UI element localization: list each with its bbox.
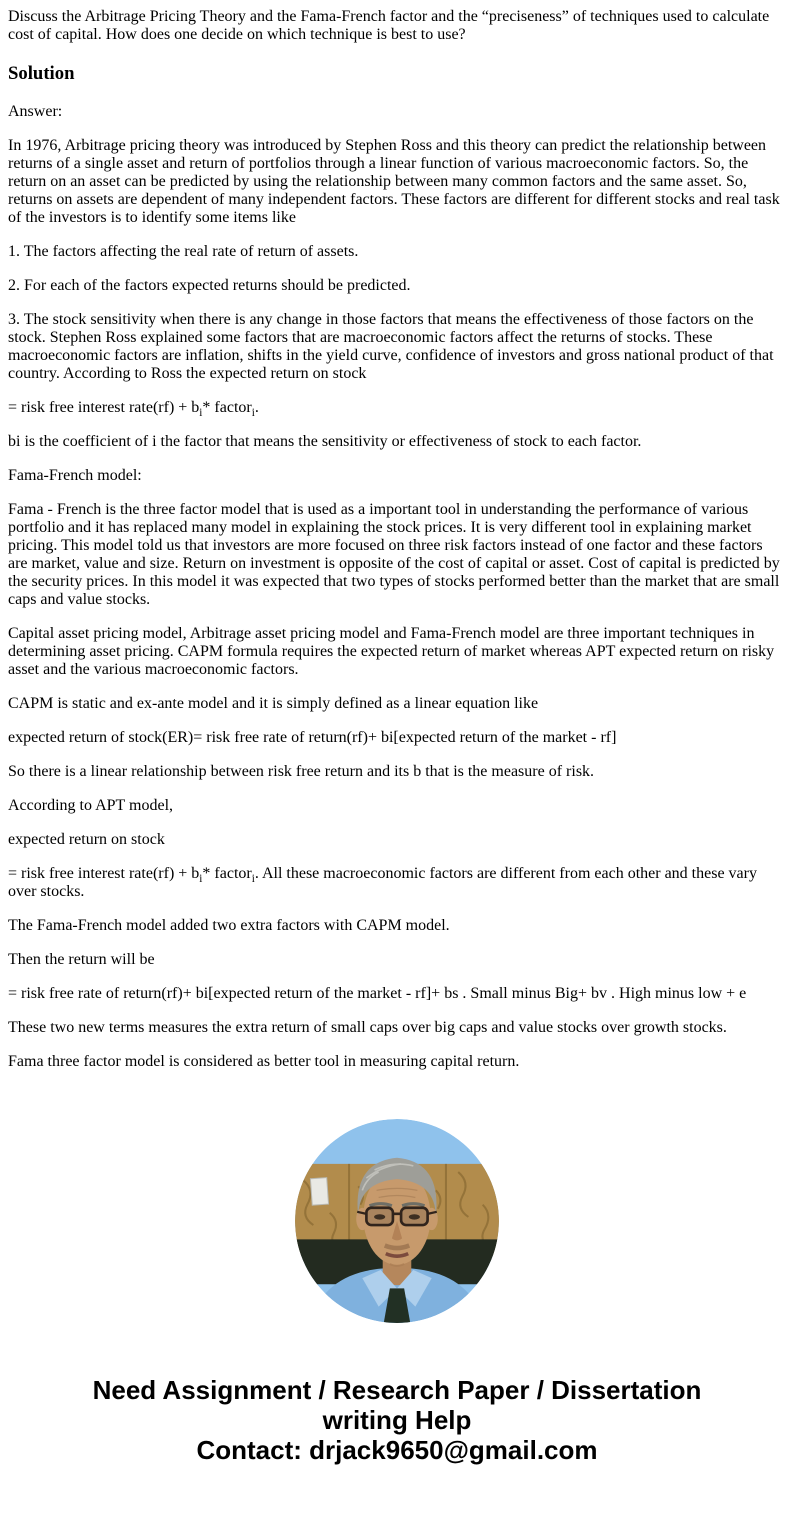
list-item-3: 3. The stock sensitivity when there is any change in those factors that means the effectiveness of those factors on the stock. Stephen Ross explained some factors that are macroeconomic factors affect the returns of stocks. These macroeconomic factors are inflation, shifts in the yield curve, confidence of investors and gross national product of that country. According to Ross the expected return on stock [8,311,774,383]
avatar-mustache [385,1246,409,1249]
formula-apt2-post: . All these macroeconomic factors are different from each other and these vary over stocks. [8,865,757,901]
paragraph-bi-coefficient: bi is the coefficient of i the factor that means the sensitivity or effectiveness of stock to each factor. [8,433,642,451]
formula-apt [8,399,786,420]
paragraph-according-apt: According to APT model, [8,797,174,815]
formula-apt2-sub-factor: i [251,873,255,886]
list-item-2: 2. For each of the factors expected returns should be predicted. [8,277,411,295]
footer-banner [8,1375,786,1465]
formula-capm: expected return of stock(ER)= risk free rate of return(rf)+ bi[expected return of the market - rf] [8,729,617,747]
paragraph-expected-return: expected return on stock [8,831,165,849]
formula-apt2-sub-b: i [199,873,203,886]
fama-french-heading: Fama-French model: [8,467,142,485]
paragraph-linear-relationship: So there is a linear relationship between risk free return and its b that is the measure of risk. [8,763,595,781]
paragraph-capm: CAPM is static and ex-ante model and it is simply defined as a linear equation like [8,695,539,713]
formula-apt-pre: = risk free interest rate(rf) + b [8,399,200,417]
formula-apt-mid: * factor [202,399,252,417]
footer-contact-email: Contact: drjack9650@gmail.com [196,1435,598,1466]
formula-fama-french: = risk free rate of return(rf)+ bi[expected return of the market - rf]+ bs . Small minus Big+ bv . High minus low + e [8,985,747,1003]
answer-label: Answer: [8,103,63,121]
formula-apt2-mid: * factor [202,865,252,883]
paragraph-fama-french: Fama - French is the three factor model that is used as a important tool in understanding the performance of various portfolio and it has replaced many model in explaining the stock prices. It is very different tool in explaining market pricing. This model told us that investors are more focused on three risk factors instead of one factor and these factors are market, value and size. Return on investment is opposite of the cost of capital or asset. Cost of capital is predicted by the security prices. In this model it was expected that two types of stocks performed better than the market that are small caps and value stocks. [8,501,780,609]
formula-apt-post: . [254,399,259,417]
solution-heading: Solution [8,63,75,84]
paragraph-then-return: Then the return will be [8,951,155,969]
formula-apt-2 [8,865,786,901]
footer-line-2: writing Help [322,1405,472,1436]
tutor-photo [295,1119,499,1323]
formula-apt2-pre: = risk free interest rate(rf) + b [8,865,200,883]
paragraph-two-extra-factors: The Fama-French model added two extra factors with CAPM model. [8,917,450,935]
paragraph-three-models: Capital asset pricing model, Arbitrage asset pricing model and Fama-French model are three important techniques in determining asset pricing. CAPM formula requires the expected return of market whereas APT expected return on risky asset and the various macroeconomic factors. [8,625,775,679]
paragraph-new-terms: These two new terms measures the extra return of small caps over big caps and value stocks over growth stocks. [8,1019,727,1037]
question-text: Discuss the Arbitrage Pricing Theory and the Fama-French factor and the “preciseness” of techniques used to calculate cost of capital. How does one decide on which technique is best to use? [8,8,770,43]
avatar-switch-plate [310,1178,328,1206]
paragraph-conclusion: Fama three factor model is considered as better tool in measuring capital return. [8,1053,520,1071]
tutor-photo-container [8,1119,786,1323]
avatar-eye-left [374,1214,385,1219]
paragraph-intro: In 1976, Arbitrage pricing theory was introduced by Stephen Ross and this theory can predict the relationship between returns of a single asset and return of portfolios through a linear function of various macroeconomic factors. So, the return on an asset can be predicted by using the relationship between many common factors and the same asset. So, returns on assets are dependent of many independent factors. These factors are different for different stocks and real task of the investors is to identify some items like [8,137,780,227]
formula-apt-sub-b: i [199,407,203,420]
avatar-eye-right [409,1214,420,1219]
footer-line-1: Need Assignment / Research Paper / Dissertation [92,1375,702,1406]
list-item-1: 1. The factors affecting the real rate of return of assets. [8,243,359,261]
formula-apt-sub-factor: i [251,407,255,420]
